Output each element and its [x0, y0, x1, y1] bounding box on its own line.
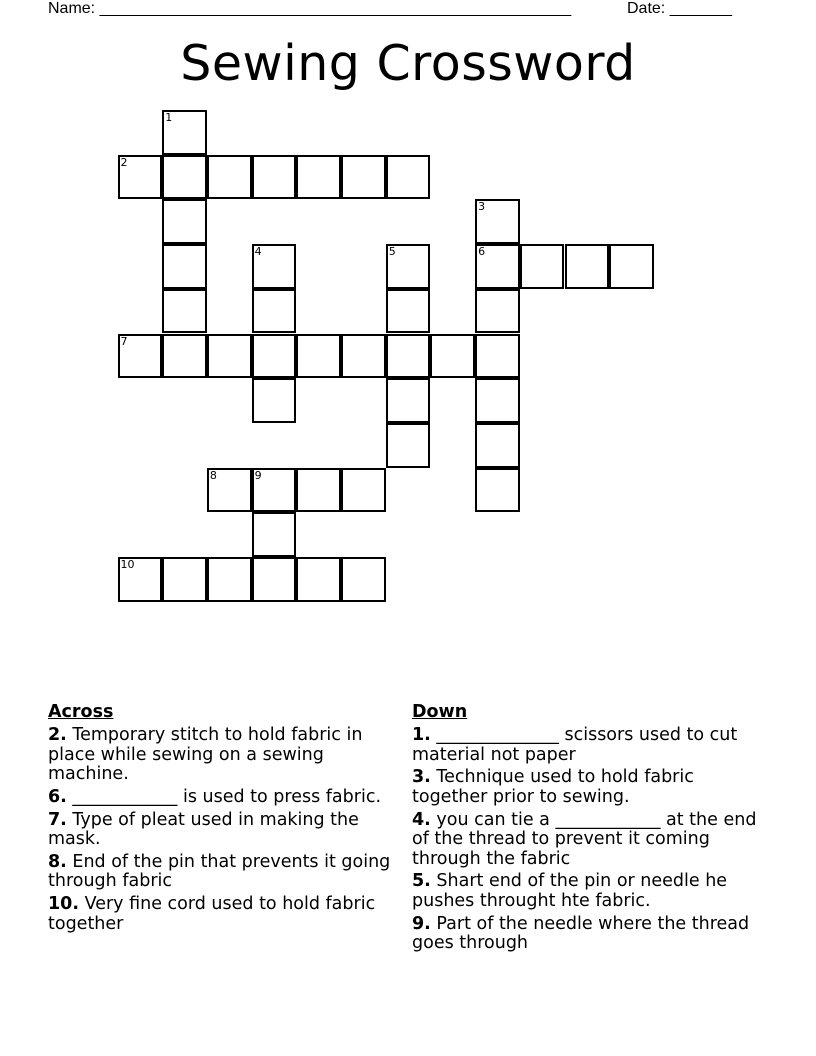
- down-heading: Down: [412, 702, 468, 722]
- clue-text: you can tie a ____________ at the end of the thread to prevent it coming through the fabric: [412, 809, 757, 869]
- clue-text: ____________ is used to press fabric.: [72, 786, 382, 807]
- name-field-label: Name: _____________________________________________________: [48, 0, 572, 17]
- clue-number: 2.: [48, 725, 67, 745]
- across-clues: [48, 702, 398, 937]
- clue-down-9: [412, 915, 772, 954]
- crossword-cell[interactable]: [475, 378, 520, 423]
- date-field-label: Date: _______: [627, 0, 732, 17]
- crossword-cell[interactable]: [475, 468, 520, 513]
- crossword-cell[interactable]: [118, 155, 163, 200]
- crossword-cell[interactable]: [386, 155, 431, 200]
- crossword-cell[interactable]: [520, 244, 565, 289]
- crossword-cell[interactable]: [475, 244, 520, 289]
- clue-down-3: [412, 768, 772, 807]
- crossword-cell[interactable]: [341, 155, 386, 200]
- crossword-cell[interactable]: [162, 199, 207, 244]
- crossword-cell[interactable]: [252, 512, 297, 557]
- crossword-cell[interactable]: [296, 155, 341, 200]
- crossword-cell[interactable]: [475, 334, 520, 379]
- crossword-cell[interactable]: [296, 557, 341, 602]
- down-clues: [412, 702, 772, 957]
- cell-number: 10: [120, 558, 135, 571]
- clue-number: 3.: [412, 767, 431, 788]
- crossword-cell[interactable]: [252, 378, 297, 423]
- crossword-cell[interactable]: [341, 468, 386, 513]
- crossword-cell[interactable]: [475, 423, 520, 468]
- crossword-cell[interactable]: [296, 334, 341, 379]
- page-title: Sewing Crossword: [180, 35, 636, 92]
- cell-number: 6: [478, 245, 486, 259]
- cell-number: 4: [254, 245, 262, 259]
- crossword-cell[interactable]: [207, 334, 252, 379]
- clue-text: Type of pleat used in making the mask.: [48, 809, 359, 850]
- cell-number: 5: [388, 245, 396, 259]
- crossword-cell[interactable]: [252, 155, 297, 200]
- clue-number: 9.: [412, 913, 431, 934]
- crossword-cell[interactable]: [118, 557, 163, 602]
- clue-text: Part of the needle where the thread goes through: [412, 913, 750, 954]
- crossword-cell[interactable]: [475, 289, 520, 334]
- crossword-cell[interactable]: [207, 155, 252, 200]
- crossword-cell[interactable]: [386, 244, 431, 289]
- clue-text: End of the pin that prevents it going through fabric: [48, 851, 391, 892]
- clue-text: Shart end of the pin or needle he pushes throught hte fabric.: [412, 871, 728, 911]
- crossword-cell[interactable]: [341, 334, 386, 379]
- crossword-cell[interactable]: [118, 334, 163, 379]
- clue-across-10: [48, 895, 398, 934]
- across-heading: Across: [48, 702, 114, 722]
- crossword-cell[interactable]: [162, 244, 207, 289]
- cell-number: 3: [478, 200, 486, 214]
- crossword-cell[interactable]: [207, 468, 252, 513]
- crossword-cell[interactable]: [162, 557, 207, 602]
- crossword-cell[interactable]: [609, 244, 654, 289]
- crossword-cell[interactable]: [296, 468, 341, 513]
- clue-number: 6.: [48, 786, 67, 807]
- cell-number: 7: [120, 334, 128, 348]
- crossword-cell[interactable]: [162, 155, 207, 200]
- clue-number: 7.: [48, 809, 67, 830]
- clue-down-1: [412, 726, 772, 765]
- clue-across-2: [48, 726, 398, 785]
- crossword-cell[interactable]: [386, 378, 431, 423]
- crossword-cell[interactable]: [475, 199, 520, 244]
- crossword-cell[interactable]: [162, 334, 207, 379]
- crossword-cell[interactable]: [386, 423, 431, 468]
- clue-number: 8.: [48, 851, 67, 872]
- crossword-cell[interactable]: [386, 289, 431, 334]
- cell-number: 1: [165, 111, 173, 124]
- crossword-cell[interactable]: [252, 289, 297, 334]
- clue-across-6: [48, 788, 398, 808]
- clue-down-4: [412, 811, 772, 870]
- clue-number: 1.: [412, 725, 431, 745]
- clue-across-8: [48, 853, 398, 892]
- clue-number: 4.: [412, 809, 431, 830]
- clue-text: Technique used to hold fabric together prior to sewing.: [412, 767, 694, 807]
- crossword-cell[interactable]: [386, 334, 431, 379]
- clue-number: 10.: [48, 894, 80, 915]
- clue-down-5: [412, 872, 772, 911]
- crossword-cell[interactable]: [565, 244, 610, 289]
- crossword-cell[interactable]: [162, 289, 207, 334]
- clue-text: Very fine cord used to hold fabric together: [48, 894, 376, 934]
- clue-text: Temporary stitch to hold fabric in place while sewing on a sewing machine.: [48, 725, 363, 784]
- clue-text: ______________ scissors used to cut material not paper: [412, 725, 738, 765]
- crossword-cell[interactable]: [252, 557, 297, 602]
- cell-number: 8: [209, 468, 217, 482]
- crossword-cell[interactable]: [341, 557, 386, 602]
- cell-number: 9: [254, 468, 262, 482]
- crossword-cell[interactable]: [252, 244, 297, 289]
- clue-number: 5.: [412, 871, 431, 892]
- crossword-cell[interactable]: [252, 468, 297, 513]
- crossword-cell[interactable]: [207, 557, 252, 602]
- cell-number: 2: [120, 155, 128, 169]
- clue-across-7: [48, 811, 398, 850]
- crossword-cell[interactable]: [430, 334, 475, 379]
- crossword-cell[interactable]: [162, 110, 207, 155]
- crossword-cell[interactable]: [252, 334, 297, 379]
